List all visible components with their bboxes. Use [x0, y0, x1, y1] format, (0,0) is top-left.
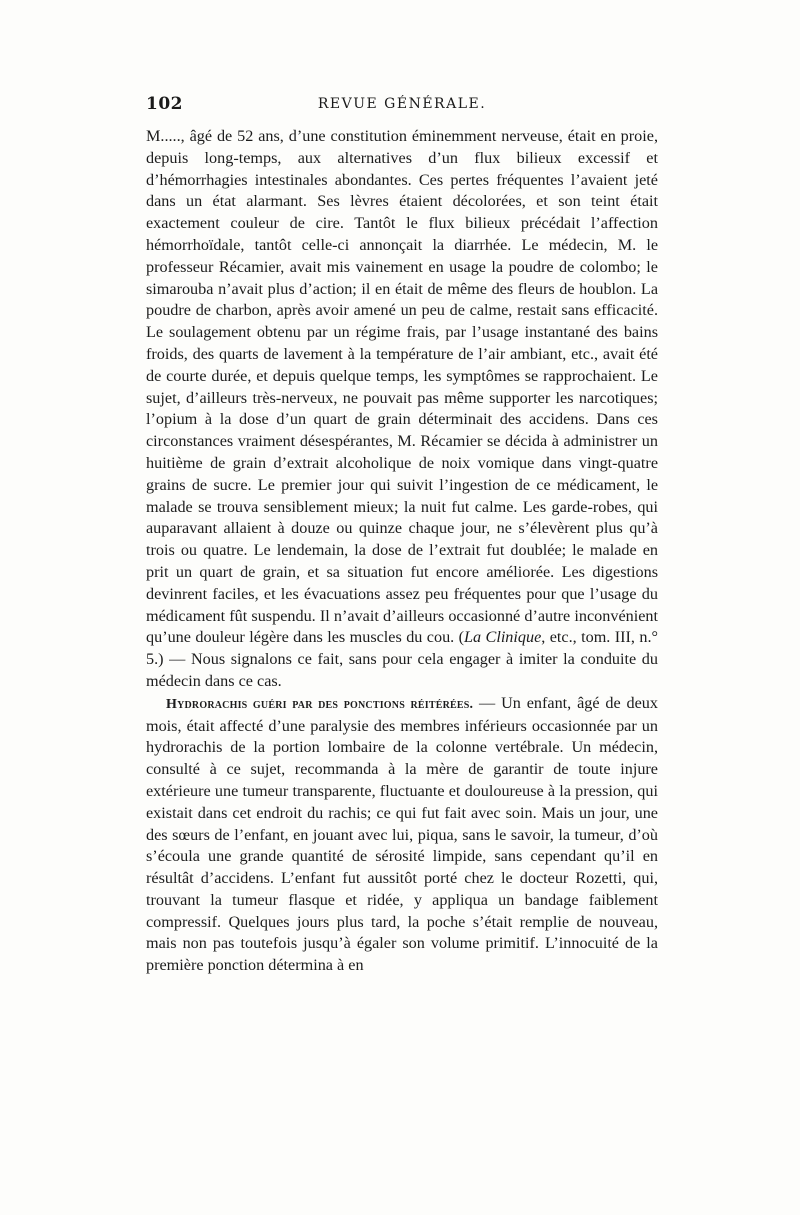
case-report-text-end: , etc., tom. III, n.° 5.) — Nous signalons ce fait, sans pour cela engager à imiter la conduite du médecin dans ce cas.	[146, 628, 658, 690]
case-report-text: M....., âgé de 52 ans, d’une constitution éminemment nerveuse, était en proie, depuis long-temps, aux alternatives d’un flux bilieux excessif et d’hémorrhagies intestinales abondantes. Ces pertes fréquentes l’avaient jeté dans un état alarmant. Ses lèvres étaient décolorées, et son teint était exactement couleur de cire. Tantôt le flux bilieux précédait l’affection hémorrhoïdale, tantôt celle-ci annonçait la diarrhée. Le médecin, M. le professeur Récamier, avait mis vainement en usage la poudre de colombo; le simarouba n’avait plus d’action; il en était de même des fleurs de houblon. La poudre de charbon, après avoir amené un peu de calme, restait sans efficacité. Le soulagement obtenu par un régime frais, par l’usage instantané des bains froids, des quarts de lavement à la température de l’air ambiant, etc., avait été de courte durée, et depuis quelque temps, les symptômes se rapprochaient. Le sujet, d’ailleurs très-nerveux, ne pouvait pas même supporter les narcotiques; l’opium à la dose d’un quart de grain déterminait des accidens. Dans ces circonstances vraiment désespérantes, M. Récamier se décida à administrer un huitième de grain d’extrait alcoholique de noix vomique dans vingt-quatre grains de sucre. Le premier jour qui suivit l’ingestion de ce médicament, le malade se trouva sensiblement mieux; la nuit fut calme. Les garde-robes, qui auparavant allaient à douze ou quinze chaque jour, ne s’élevèrent plus qu’à trois ou quatre. Le lendemain, la dose de l’extrait fut doublée; le malade en prit un quart de grain, et sa situation fut encore améliorée. Les digestions devinrent faciles, et les évacuations assez peu fréquentes pour que l’usage du médicament fût suspendu. Il n’avait d’ailleurs occasionné d’autre inconvénient qu’une douleur légère dans les muscles du cou. (	[146, 127, 658, 647]
paragraph-case-report	[146, 126, 658, 693]
section-heading: Hydrorachis guéri par des ponctions réitérées.	[166, 696, 474, 712]
paragraph-hydrorachis	[146, 693, 658, 977]
citation-journal: La Clinique	[464, 628, 542, 647]
page-header	[146, 94, 658, 120]
running-title: REVUE GÉNÉRALE.	[317, 96, 487, 112]
body-text	[146, 126, 658, 977]
page-number: 102	[146, 94, 183, 114]
hydrorachis-text: — Un enfant, âgé de deux mois, était affecté d’une paralysie des membres inférieurs occasionnée par un hydrorachis de la portion lombaire de la colonne vertébrale. Un médecin, consulté à ce sujet, recommanda à la mère de garantir de toute injure extérieure une tumeur transparente, fluctuante et douloureuse à la pression, qui existait dans cet endroit du rachis; ce qui fut fait avec soin. Mais un jour, une des sœurs de l’enfant, en jouant avec lui, piqua, sans le savoir, la tumeur, d’où s’écoula une grande quantité de sérosité limpide, sans cependant qu’il en résultât d’accidens. L’enfant fut aussitôt porté chez le docteur Rozetti, qui, trouvant la tumeur flasque et ridée, y appliqua un bandage faiblement compressif. Quelques jours plus tard, la poche s’était remplie de nouveau, mais non pas toutefois jusqu’à égaler son volume primitif. L’innocuité de la première ponction détermina à en	[146, 693, 658, 975]
